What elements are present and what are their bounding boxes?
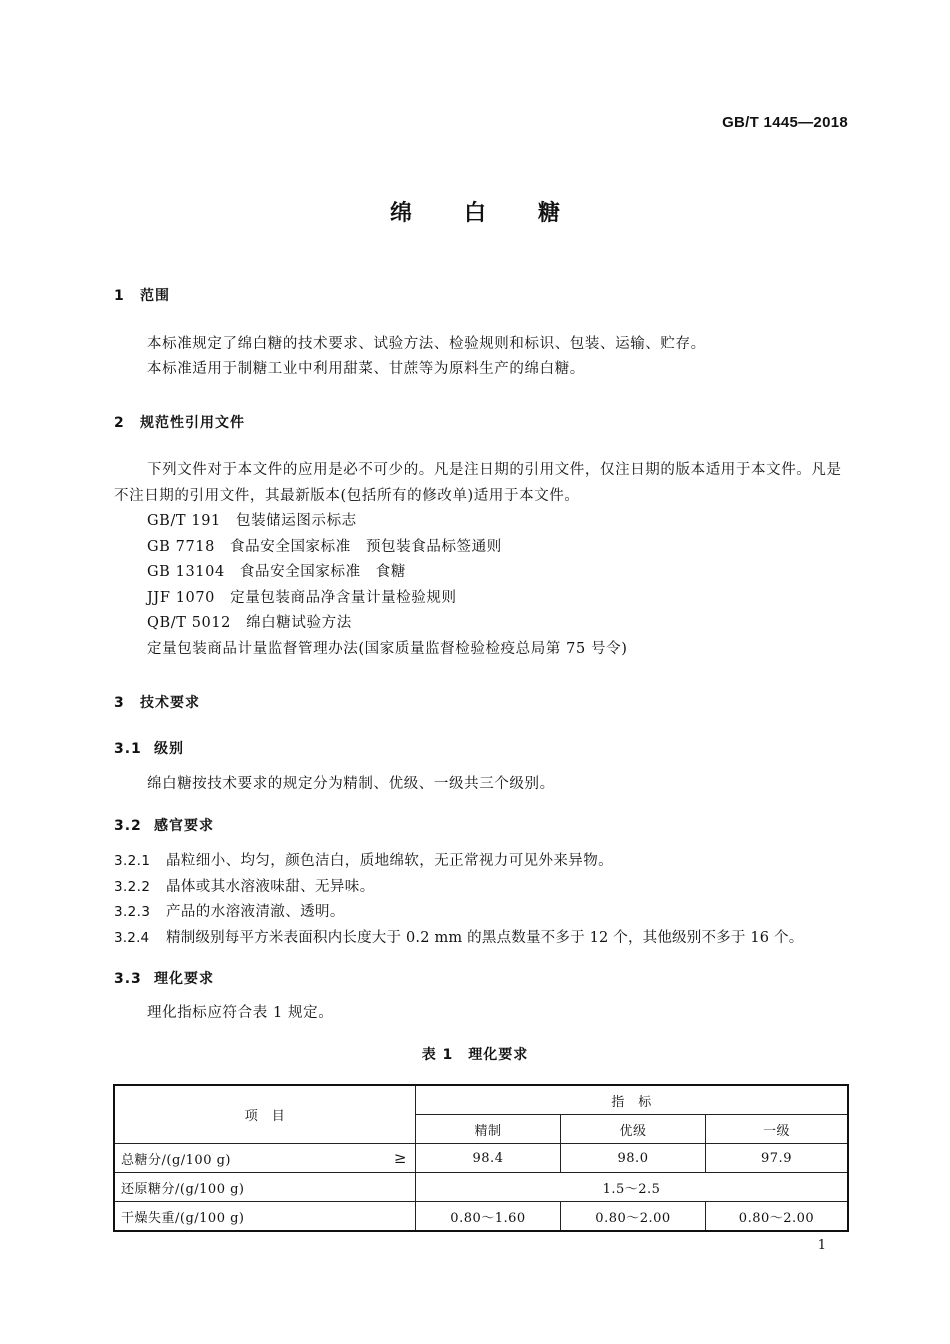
value-cell: 0.80～2.00 xyxy=(706,1202,849,1232)
section-1-heading xyxy=(114,285,170,305)
requirements-table xyxy=(113,1084,849,1232)
paragraph: 下列文件对于本文件的应用是必不可少的。凡是注日期的引用文件，仅注日期的版本适用于本文件。凡是不注日期的引用文件，其最新版本(包括所有的修改单)适用于本文件。 xyxy=(114,462,842,504)
page-number: 1 xyxy=(817,1238,826,1253)
clause-item xyxy=(114,926,854,952)
subsection-title: 感官要求 xyxy=(154,818,214,834)
value-cell: 0.80～1.60 xyxy=(416,1202,561,1232)
clause-item xyxy=(114,849,854,875)
merged-value-cell: 1.5～2.5 xyxy=(416,1173,849,1202)
grade-header: 精制 xyxy=(416,1115,561,1144)
greater-equal-symbol: ≥ xyxy=(393,1148,407,1167)
subsection-title: 理化要求 xyxy=(154,971,214,987)
table-row xyxy=(114,1202,848,1232)
paragraph: 本标准规定了绵白糖的技术要求、试验方法、检验规则和标识、包装、运输、贮存。 xyxy=(147,336,706,352)
subsection-3-3-heading xyxy=(114,968,214,988)
grade-header: 优级 xyxy=(561,1115,706,1144)
table-header-row xyxy=(114,1085,848,1115)
row-name-cell: 干燥失重/(g/100 g) xyxy=(114,1202,416,1232)
table-title: 表 1 理化要求 xyxy=(421,1047,529,1063)
clause-text: 精制级别每平方米表面积内长度大于 0.2 mm 的黑点数量不多于 12 个，其他级别不多于 16 个。 xyxy=(166,930,804,946)
subsection-number: 3.3 xyxy=(114,971,142,987)
clause-number: 3.2.3 xyxy=(114,904,151,920)
clause-item xyxy=(114,900,854,926)
paragraph: 理化指标应符合表 1 规定。 xyxy=(147,1005,334,1021)
paragraph: 本标准适用于制糖工业中利用甜菜、甘蔗等为原料生产的绵白糖。 xyxy=(147,361,585,377)
paragraph: 绵白糖按技术要求的规定分为精制、优级、一级共三个级别。 xyxy=(147,776,555,792)
table-row xyxy=(114,1173,848,1202)
subsection-3-2-heading xyxy=(114,815,214,835)
section-title: 技术要求 xyxy=(140,695,200,711)
reference-item: JJF 1070 定量包装商品净含量计量检验规则 xyxy=(147,590,457,606)
header-index-cell: 指 标 xyxy=(416,1085,849,1115)
clause-text: 产品的水溶液清澈、透明。 xyxy=(166,904,345,920)
value-cell: 98.0 xyxy=(561,1144,706,1173)
clause-text: 晶体或其水溶液味甜、无异味。 xyxy=(166,879,375,895)
table-row xyxy=(114,1144,848,1173)
section-title: 范围 xyxy=(140,288,170,304)
row-name-cell xyxy=(114,1144,416,1173)
row-name-cell: 还原糖分/(g/100 g) xyxy=(114,1173,416,1202)
subsection-number: 3.2 xyxy=(114,818,142,834)
reference-item: 定量包装商品计量监督管理办法(国家质量监督检验检疫总局第 75 号令) xyxy=(147,641,628,657)
clause-text: 晶粒细小、均匀，颜色洁白，质地绵软，无正常视力可见外来异物。 xyxy=(166,853,613,869)
value-cell: 97.9 xyxy=(706,1144,849,1173)
value-cell: 98.4 xyxy=(416,1144,561,1173)
document-title: 绵白糖 xyxy=(389,201,612,226)
section-2-heading xyxy=(114,412,245,432)
section-number: 1 xyxy=(114,288,125,304)
row-name: 总糖分/(g/100 g) xyxy=(121,1152,231,1168)
grade-header: 一级 xyxy=(706,1115,849,1144)
reference-item: QB/T 5012 绵白糖试验方法 xyxy=(147,615,352,631)
subsection-number: 3.1 xyxy=(114,741,142,757)
clause-number: 3.2.1 xyxy=(114,853,151,869)
clause-number: 3.2.2 xyxy=(114,879,151,895)
section-number: 3 xyxy=(114,695,125,711)
clause-item xyxy=(114,875,854,901)
reference-item: GB 7718 食品安全国家标准 预包装食品标签通则 xyxy=(147,539,502,555)
reference-item: GB 13104 食品安全国家标准 食糖 xyxy=(147,564,406,580)
section-number: 2 xyxy=(114,415,125,431)
section-3-heading xyxy=(114,692,200,712)
section-title: 规范性引用文件 xyxy=(140,415,245,431)
clause-number: 3.2.4 xyxy=(114,930,150,946)
value-cell: 0.80～2.00 xyxy=(561,1202,706,1232)
reference-item: GB/T 191 包装储运图示标志 xyxy=(147,513,357,529)
subsection-title: 级别 xyxy=(154,741,184,757)
header-item-cell: 项 目 xyxy=(114,1085,416,1144)
subsection-3-1-heading xyxy=(114,738,184,758)
standard-code: GB/T 1445—2018 xyxy=(722,114,848,131)
